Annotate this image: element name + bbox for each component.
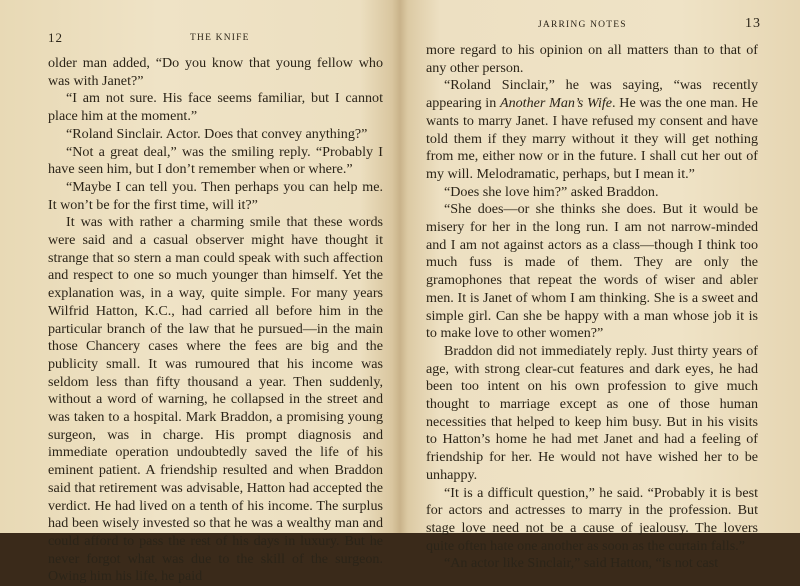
paragraph: “Roland Sinclair,” he was saying, “was recently appearing in Another Man’s Wife. He was the one man. He wants to marry Janet. I have refused my consent and have told them if they marry without it they will get nothing from me, either now or in the future. I shall cut her out of my will. Melodramatic, perhaps, but I mean it.” — [426, 77, 758, 182]
paragraph: older man added, “Do you know that young fellow who was with Janet?” — [48, 55, 383, 89]
paragraph: “Does she love him?” asked Braddon. — [444, 183, 659, 200]
paragraph: “Maybe I can tell you. Then perhaps you can help me. It won’t be for the first time, will it?” — [48, 178, 383, 213]
paragraph: It was with rather a charming smile that these words were said and a casual observer might have thought it strange that so stern a man could speak with such affection and respect to one so much younger than himself. Yet the explanation was, in a way, quite simple. For many years Wilfrid Hatton, K.C., had carried all before him in the particular branch of the law that he pursued—in the main those Chancery cases where the fees are big and the publicity small. It was rumoured that his income was seldom less than fifty thousand a year. Then suddenly, without a word of warning, he collapsed in the street and was taken to a hospital. Mark Braddon, a promising young surgeon, was in charge. His prompt diagnosis and immediate operation undoubtedly saved the life of his eminent patient. A friendship resulted and when Braddon said that retirement was advisable, Hatton had accepted the verdict. He had lived on a tenth of his income. The surplus had been wisely invested so that he was a wealthy man and could afford to pass the rest of his days in luxury. But he never forgot what was due to the skill of the surgeon. Owing him his life, he paid — [48, 214, 383, 585]
paragraph: “An actor like Sinclair,” said Hatton, “is not cast — [444, 555, 719, 572]
right-page — [400, 0, 800, 572]
paragraph: “Not a great deal,” was the smiling reply. “Probably I have seen him, but I don’t remember when or where.” — [48, 143, 383, 178]
paragraph: more regard to his opinion on all matters than to that of any other person. — [426, 42, 758, 76]
page-text — [48, 55, 383, 586]
paragraph: “Roland Sinclair. Actor. Does that convey anything?” — [66, 125, 368, 142]
page-number: 13 — [745, 16, 761, 31]
paragraph: “It is a difficult question,” he said. “Probably it is best for actors and actresses to marry in the profession. But stage love need not be a cause of jealousy. The lovers quite often hate one another as soon as the curtain falls.” — [426, 484, 758, 554]
paragraph: Braddon did not immediately reply. Just thirty years of age, with strong clear-cut features and dark eyes, he had been too intent on his own profession to give much thought to marriage except as one of those human necessities that helped to keep him busy. But in his visits to Hatton’s home he had met Janet and had a feeling of friendship for her. He would not have wished her to be unhappy. — [426, 342, 758, 483]
page-text — [426, 42, 758, 573]
running-head: THE KNIFE — [190, 33, 250, 43]
running-head: JARRING NOTES — [538, 20, 627, 30]
paragraph: “She does—or she thinks she does. But it would be misery for her in the long run. I am not narrow-minded and I am not against actors as a class—though I think too much fuss is made of them. They are only the gramophones that repeat the words of wiser and abler men. It is Janet of whom I am thinking. She is a sweet and simple girl. Can she be happy with a man whose job it is to make love to other women?” — [426, 201, 758, 342]
paragraph: “I am not sure. His face seems familiar, but I cannot place him at the moment.” — [48, 90, 383, 125]
left-page — [0, 0, 400, 585]
page-number: 12 — [48, 30, 63, 45]
